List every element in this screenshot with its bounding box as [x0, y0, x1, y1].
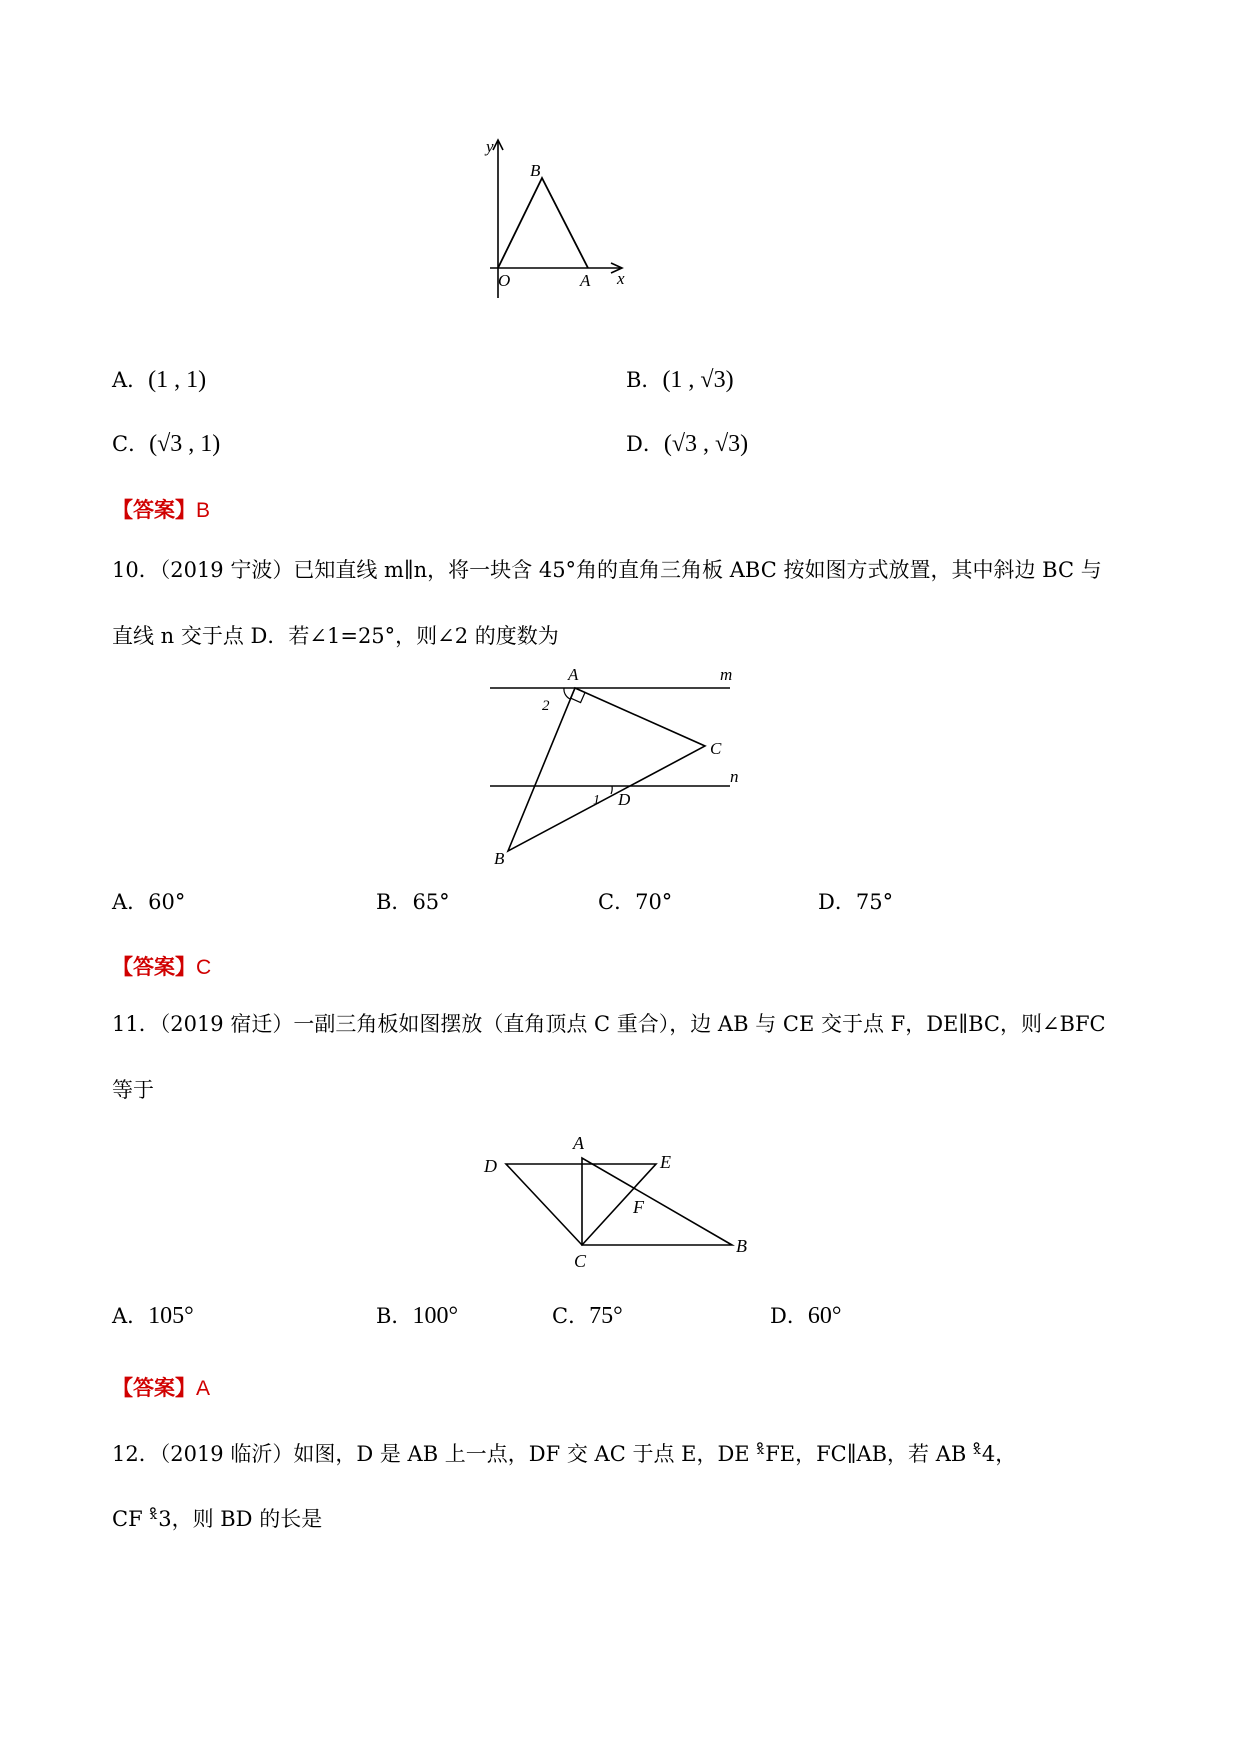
label-y: y — [486, 137, 494, 156]
q11-answer: 【答案】A — [112, 1375, 211, 1400]
q11-option-b[interactable]: B．100° — [376, 1303, 459, 1329]
label-d: D — [484, 1156, 497, 1176]
q9-option-b[interactable]: B．(1 , √3) — [626, 367, 734, 393]
label-e: E — [660, 1152, 671, 1172]
q10-option-d[interactable]: D．75° — [818, 890, 894, 914]
label-o: O — [498, 271, 511, 290]
q9-option-c[interactable]: C．(√3 , 1) — [112, 431, 221, 457]
label-b: B — [530, 161, 541, 180]
q9-answer: 【答案】B — [112, 497, 211, 522]
q9-option-a[interactable]: A．(1 , 1) — [112, 367, 207, 393]
angle-2-arc — [564, 688, 570, 699]
label-2: 2 — [542, 698, 550, 714]
q11-figure — [470, 1128, 770, 1278]
q11-option-d[interactable]: D．60° — [770, 1303, 842, 1329]
q11-option-c[interactable]: C．75° — [552, 1303, 623, 1329]
q10-stem-line2: 直线 n 交于点 D．若∠1=25°，则∠2 的度数为 — [112, 624, 559, 648]
q11-stem-line2: 等于 — [112, 1078, 154, 1102]
label-b: B — [736, 1236, 747, 1256]
q11-option-a[interactable]: A．105° — [112, 1303, 194, 1329]
q10-option-c[interactable]: C．70° — [598, 890, 673, 914]
q10-stem-line1: 10．（2019 宁波）已知直线 m∥n，将一块含 45°角的直角三角板 ABC 按如图方式放置，其中斜边 BC 与 — [112, 558, 1102, 582]
label-a: A — [580, 271, 591, 290]
label-d: D — [618, 790, 631, 809]
label-a: A — [568, 665, 579, 684]
triangle-acb — [582, 1158, 732, 1245]
q10-option-a[interactable]: A．60° — [112, 890, 186, 914]
label-x: x — [617, 269, 625, 288]
label-f: F — [633, 1197, 644, 1217]
q10-answer: 【答案】C — [112, 954, 212, 979]
q11-stem-line1: 11．（2019 宿迁）一副三角板如图摆放（直角顶点 C 重合），边 AB 与 CE 交于点 F，DE∥BC，则∠BFC — [112, 1012, 1106, 1036]
q10-option-b[interactable]: B．65° — [376, 890, 450, 914]
label-m: m — [720, 665, 733, 684]
label-1: 1 — [593, 793, 600, 808]
q10-figure — [480, 660, 760, 865]
q12-stem-line1: 12．（2019 临沂）如图，D 是 AB 上一点，DF 交 AC 于点 E，DE ˣ̊FE，FC∥AB，若 AB ˣ̊4， — [112, 1442, 1017, 1466]
label-c: C — [574, 1251, 587, 1271]
angle-1-arc — [611, 786, 612, 794]
q9-figure — [470, 130, 640, 310]
label-n: n — [730, 767, 739, 786]
triangle-abc — [508, 688, 705, 851]
q9-option-d[interactable]: D．(√3 , √3) — [626, 431, 749, 457]
label-c: C — [710, 739, 722, 758]
q12-stem-line2: CF ˣ̊3，则 BD 的长是 — [112, 1507, 323, 1531]
label-a: A — [573, 1133, 584, 1153]
label-b: B — [494, 849, 505, 865]
triangle-oab — [498, 178, 588, 268]
